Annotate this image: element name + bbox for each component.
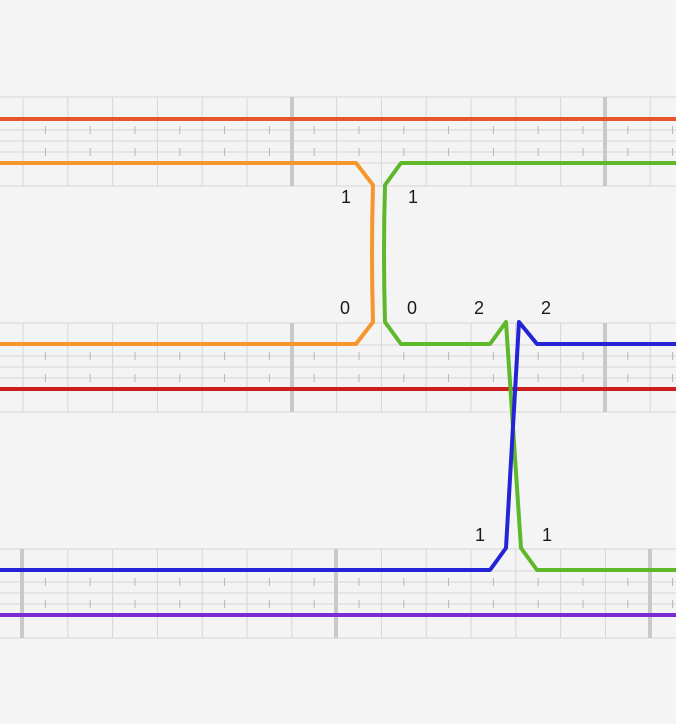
strip-divider (290, 323, 294, 412)
strip-divider (603, 323, 607, 412)
strip-2 (0, 323, 676, 412)
breadboard-strips (0, 97, 676, 638)
strip-divider (334, 549, 338, 638)
label-green-cross-bottom: 1 (542, 525, 553, 545)
strip-divider (290, 97, 294, 186)
strip-divider (648, 549, 652, 638)
label-orange-top: 1 (341, 187, 352, 207)
wire-orange[interactable] (0, 163, 373, 344)
strip-divider (20, 549, 24, 638)
label-blue-cross-bottom: 1 (475, 525, 486, 545)
label-green-cross-top: 2 (474, 298, 485, 318)
label-green-mid: 0 (407, 298, 418, 318)
wire-blue[interactable] (0, 322, 676, 570)
strip-divider (603, 97, 607, 186)
strip-1 (0, 97, 676, 186)
label-green-top: 1 (408, 187, 419, 207)
strip-3 (0, 549, 676, 638)
label-blue-cross-top: 2 (541, 298, 552, 318)
label-orange-bottom: 0 (340, 298, 351, 318)
